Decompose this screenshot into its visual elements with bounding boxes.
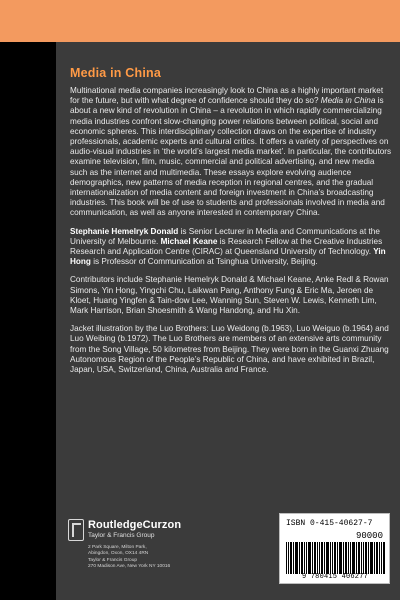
editors-paragraph [70, 227, 392, 268]
publisher-logo-icon [68, 519, 84, 541]
book-title: Media in China [70, 66, 162, 80]
editor-name-3: Yin Hong [70, 247, 386, 267]
editor-bio-3: is Professor of Communication at Tsinghua University, Beijing. [90, 257, 318, 267]
description-book-title: Media in China [320, 96, 376, 106]
isbn-barcode [279, 513, 390, 584]
contributors-paragraph: Contributors include Stephanie Hemelryk Donald & Michael Keane, Anke Redl & Rowan Simons, Yin Hong, Yingchi Chu, Laikwan Pang, Anthony Fung & Eric Ma, Jeroen de Kloet, Huang Yingfen & Tain-dow Lee, Wanning Sun, Steven W. Lewis, Kenneth Lim, Mark Harrison, Brian Shoesmith & Wang Handong, and Hu Xin. [70, 275, 389, 316]
address-line: 270 Madison Ave, New York NY 10016 [88, 564, 171, 570]
editor-bio-1: is Senior Lecturer in Media and Communications at the University of Melbourne. [70, 226, 380, 246]
blurb-content [70, 66, 392, 383]
editor-bio-2: is Research Fellow at the Creative Industries Research and Application Centre (CIRAC) at Queensland University of Technology. [70, 236, 383, 257]
barcode-bars-graphic [286, 542, 385, 574]
publisher-name: RoutledgeCurzon [88, 519, 182, 531]
publisher-logo-block [68, 519, 268, 589]
isbn-text-bottom: 9 780415 406277 [301, 573, 368, 581]
publisher-address [88, 545, 228, 571]
description-intro: Multinational media companies increasingly look to China as a highly important market for the future, but with what degree of confidence should they do so? [70, 86, 384, 106]
address-line: Taylor & Francis Group [88, 557, 138, 563]
jacket-illustration-paragraph: Jacket illustration by the Luo Brothers: Luo Weidong (b.1963), Luo Weiguo (b.1964) and Luo Weibing (b.1972). The Luo Brothers are members of an extensive arts community from the Song Village, 50 kilometres from Beijing. They were born in the Guanxi Zhuang Autonomous Region of the People’s Republic of China, and have exhibited in Brazil, Japan, USA, Switzerland, China, Australia and France. [70, 324, 389, 375]
description-paragraph [70, 86, 392, 219]
address-line: 2 Park Square, Milton Park, [88, 545, 147, 550]
address-line: Abingdon, Oxon, OX14 4RN [88, 551, 149, 557]
editor-name-2: Michael Keane [160, 236, 218, 246]
editor-name-1: Stephanie Hemelryk Donald [70, 226, 179, 236]
price-code: 90000 [355, 531, 383, 541]
top-color-band [0, 0, 400, 42]
publisher-group: Taylor & Francis Group [88, 532, 155, 539]
left-spine-strip [0, 42, 56, 600]
description-rest: is about a new kind of revolution in China – a revolution in which rapidly commercializing media industries confront slow-changing power relations between political, social and economic spheres. This interdisciplinary collection draws on the expertise of industry professionals, academic experts and cultural critics. It offers a variety of perspectives on audio-visual industries in ‘the world’s largest media market’. In particular, the contributors examine television, film, music, commercial and political advertising, and new media such as the internet and multimedia. These essays explore evolving audience demographics, new patterns of media reception in regional centres, and the gradual internationalization of media content and foreign investment in China’s broadcasting industries. This book will be of use to students and professionals involved in media and communication, as well as anyone interested in contemporary China. [70, 96, 392, 218]
isbn-text-top: ISBN 0-415-40627-7 [286, 519, 373, 528]
